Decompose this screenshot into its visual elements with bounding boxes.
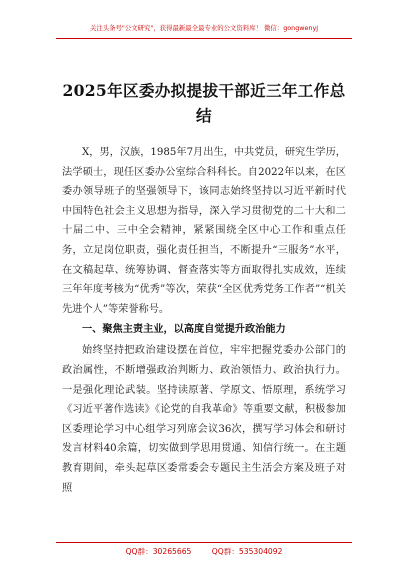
footer-contact: QQ群：30265665 QQ群：535304092 [125,547,283,556]
header-divider [56,38,352,39]
document-body [62,143,346,498]
section-paragraph: 始终坚持把政治建设摆在首位，牢牢把握党委办公部门的政治属性，不断增强政治判断力、政治领悟力、政治执行力。一是强化理论武装。坚持读原著、学原文、悟原理，系统学习《习近平著作选读》《论党的自我革命》等重要文献，积极参加区委理论学习中心组学习列席会议36次，撰写学习体会和研讨发言材料40余篇，切实做到学思用贯通、知信行统一。在主题教育期间，牵头起草区委常委会专题民主生活会方案及班子对照 [62,345,346,494]
header-notice: 关注头条号"公文研究"，获得最新最全最专业的公文资料库！ 微信：gongwenyj [89,24,319,32]
document-title: 2025年区委办拟提拔干部近三年工作总结 [62,81,346,125]
footer-divider [56,542,352,543]
intro-paragraph: X，男，汉族，1985年7月出生，中共党员，研究生学历，法学硕士，现任区委办公室综合科科长。自2022年以来，在区委办领导班子的坚强领导下，该同志始终坚持以习近平新时代中国特色社会主义思想为指导，深入学习贯彻党的二十大和二十届二中、三中全会精神，紧紧围绕全区中心工作和重点任务，立足岗位职责，强化责任担当，不断提升“三服务”水平，在文稿起草、统筹协调、督查落实等方面取得扎实成效，连续三年年度考核为“优秀”等次，荣获“全区优秀党务工作者”“机关先进个人”等荣誉称号。 [62,147,346,315]
section-heading: 一、聚焦主责主业，以高度自觉提升政治能力 [82,324,286,336]
